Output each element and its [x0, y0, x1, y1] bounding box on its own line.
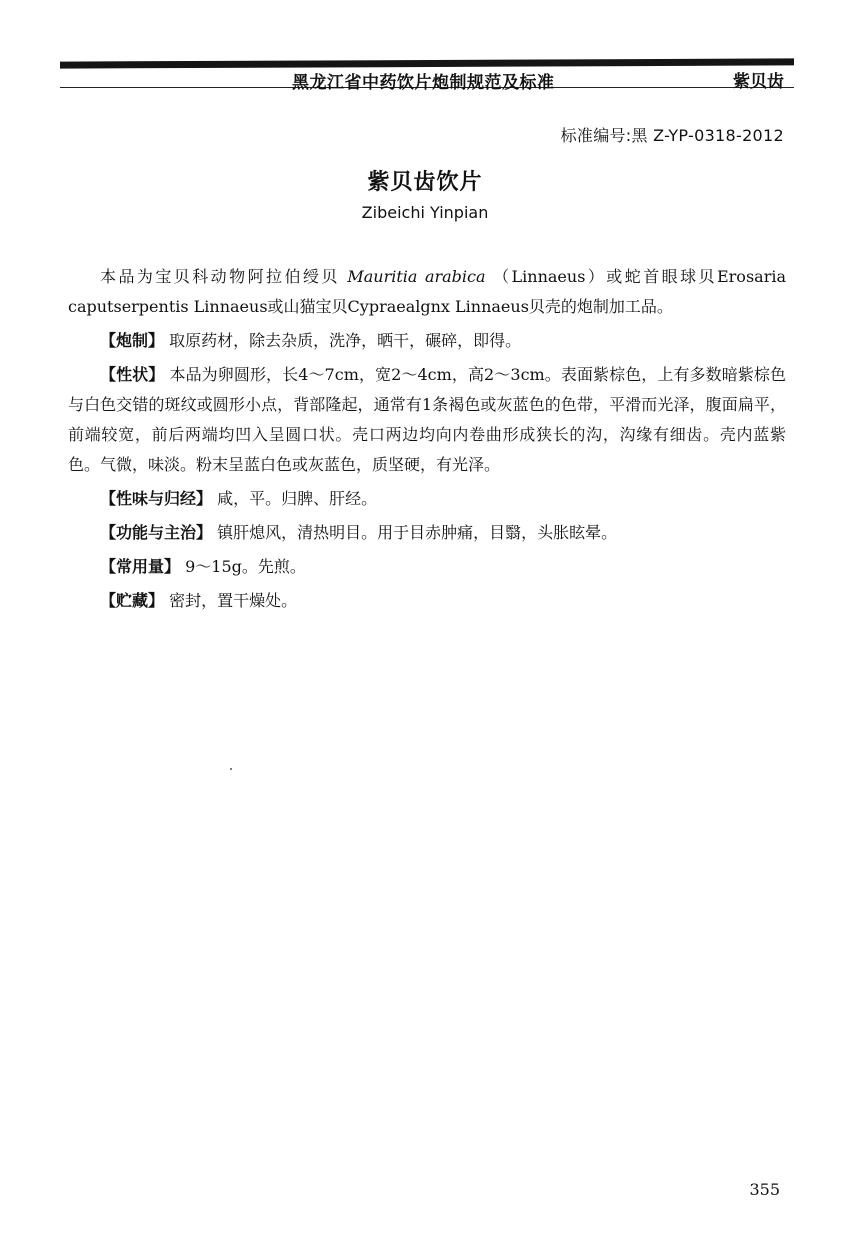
- page-number: 355: [749, 1180, 780, 1199]
- section-text: 取原药材，除去杂质，洗净，晒干，碾碎，即得。: [169, 331, 522, 350]
- section-label: 【功能与主治】: [100, 523, 213, 542]
- section-text: 咸，平。归脾、肝经。: [217, 489, 378, 508]
- section-text: 本品为卵圆形，长4～7cm，宽2～4cm，高2～3cm。表面紫棕色，上有多数暗紫棕色与白色交错的斑纹或圆形小点，背部隆起，通常有1条褐色或灰蓝色的色带，平滑而光泽，腹面扁平，前端较宽，前后两端均凹入呈圆口状。壳口两边均向内卷曲形成狭长的沟，沟缘有细齿。壳内蓝紫色。气微，味淡。粉末呈蓝白色或灰蓝色，质坚硬，有光泽。: [68, 365, 786, 474]
- page-subtitle: Zibeichi Yinpian: [361, 203, 489, 222]
- section-label: 【性状】: [100, 365, 165, 384]
- intro-text-1: 本品为宝贝科动物阿拉伯绶贝: [100, 267, 340, 286]
- section-dosage: [68, 552, 786, 582]
- intro-paragraph: [68, 262, 786, 322]
- page-title: 紫贝齿饮片: [367, 170, 483, 195]
- scan-speck: [230, 768, 232, 770]
- running-header: [60, 60, 794, 100]
- section-text: 镇肝熄风，清热明目。用于目赤肿痛，目翳，头胀眩晕。: [217, 523, 618, 542]
- section-label: 【性味与归经】: [100, 489, 213, 508]
- section-label: 【常用量】: [100, 557, 181, 576]
- section-characters: [68, 360, 786, 480]
- section-text: 9～15g。先煎。: [185, 557, 306, 576]
- intro-text-2: （Linnaeus）或蛇首眼球贝Erosaria caputserpentis Linnaeus或山猫宝贝Cypraealgnx Linnaeus贝壳的炮制加工品。: [68, 267, 786, 316]
- section-processing: [68, 326, 786, 356]
- section-text: 密封，置干燥处。: [169, 591, 298, 610]
- header-book-title: 黑龙江省中药饮片炮制规范及标准: [292, 73, 555, 93]
- section-label: 【炮制】: [100, 331, 165, 350]
- section-storage: [68, 586, 786, 616]
- intro-latin-name: Mauritia arabica: [347, 267, 486, 286]
- standard-number: 标准编号:黑 Z-YP-0318-2012: [560, 126, 784, 145]
- document-body: [68, 262, 786, 620]
- section-functions: [68, 518, 786, 548]
- header-section-name: 紫贝齿: [733, 72, 784, 92]
- section-label: 【贮藏】: [100, 591, 165, 610]
- section-nature-meridian: [68, 484, 786, 514]
